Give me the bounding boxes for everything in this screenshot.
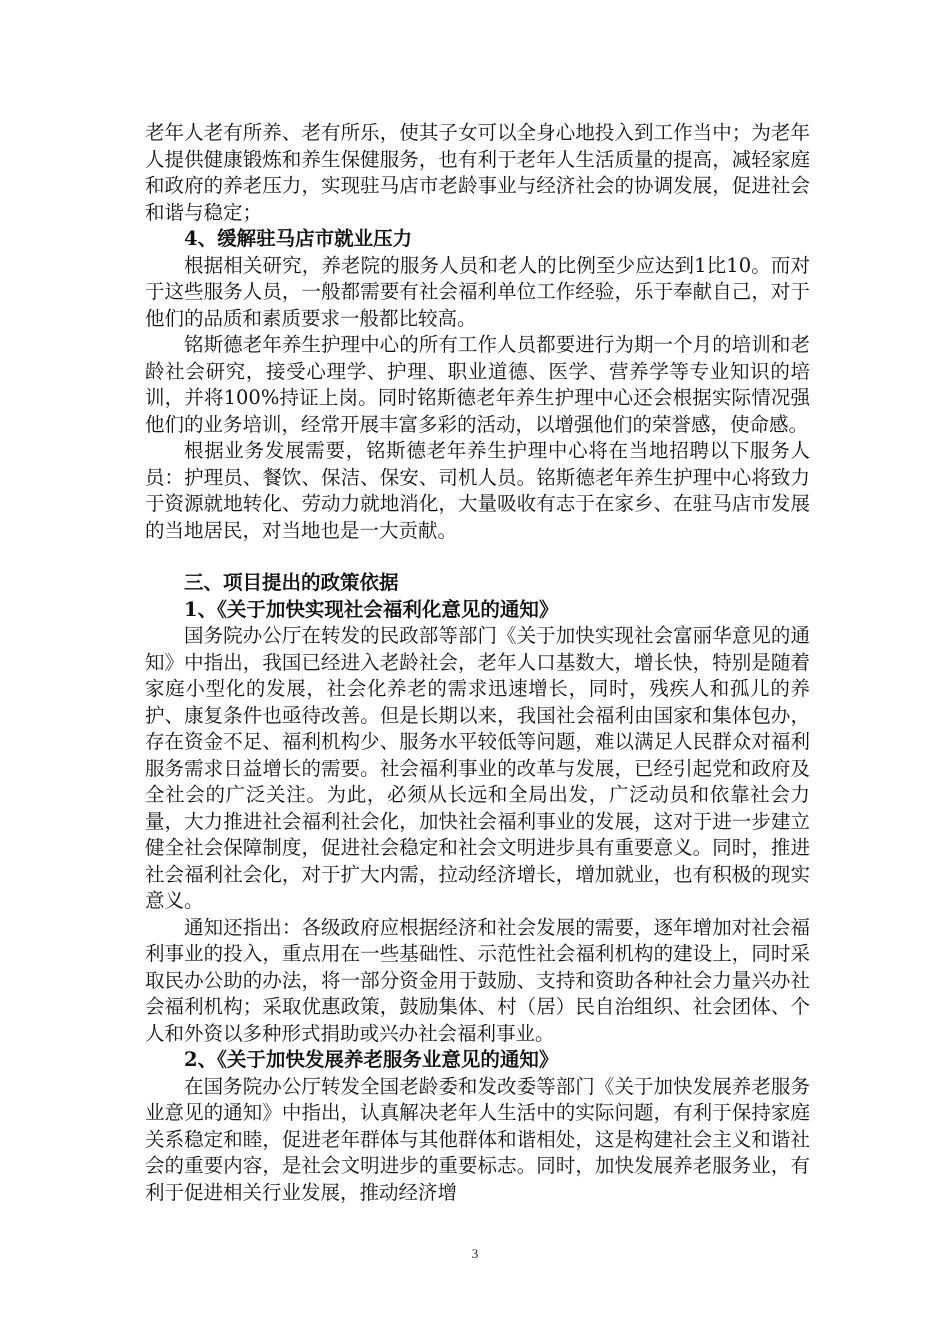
body-paragraph: 根据业务发展需要，铭斯德老年养生护理中心将在当地招聘以下服务人员：护理员、餐饮、保洁、保安、司机人员。铭斯德老年养生护理中心将致力于资源就地转化、劳动力就地消化，大量吸收有志于在家乡、在驻马店市发展的当地居民，对当地也是一大贡献。 xyxy=(145,439,810,542)
section-heading: 4、缓解驻马店市就业压力 xyxy=(184,227,413,250)
section-heading: 1、《关于加快实现社会福利化意见的通知》 xyxy=(184,597,559,621)
body-paragraph: 在国务院办公厅转发全国老龄委和发改委等部门《关于加快发展养老服务业意见的通知》中指出，认真解决老年人生活中的实际问题，有利于保持家庭关系稳定和睦，促进老年群体与其他群体和谐相处，这是构建社会主义和谐社会的重要内容，是社会文明进步的重要标志。同时，加快发展养老服务业，有利于促进相关行业发展，推动经济增 xyxy=(145,1074,810,1204)
body-paragraph: 根据相关研究，养老院的服务人员和老人的比例至少应达到1比10。而对于这些服务人员，一般都需要有社会福利单位工作经验，乐于奉献自己，对于他们的品质和素质要求一般都比较高。 xyxy=(145,253,810,330)
section-heading: 三、项目提出的政策依据 xyxy=(184,571,399,594)
body-paragraph: 铭斯德老年养生护理中心的所有工作人员都要进行为期一个月的培训和老龄社会研究，接受心理学、护理、职业道德、医学、营养学等专业知识的培训，并将100%持证上岗。同时铭斯德老年养生护理中心还会根据实际情况强他们的业务培训，经常开展丰富多彩的活动，以增强他们的荣誉感，使命感。 xyxy=(145,333,810,436)
section-spacer xyxy=(145,544,810,570)
section-heading: 2、《关于加快发展养老服务业意见的通知》 xyxy=(184,1048,559,1071)
body-paragraph: 老年人老有所养、老有所乐，使其子女可以全身心地投入到工作当中；为老年人提供健康锻炼和养生保健服务，也有利于老年人生活质量的提高，减轻家庭和政府的养老压力，实现驻马店市老龄事业与经济社会的协调发展，促进社会和谐与稳定； xyxy=(145,121,810,224)
document-body xyxy=(145,120,810,1206)
page-number: 3 xyxy=(471,1246,479,1261)
body-paragraph: 通知还指出：各级政府应根据经济和社会发展的需要，逐年增加对社会福利事业的投入，重点用在一些基础性、示范性社会福利机构的建设上，同时采取民办公助的办法，将一部分资金用于鼓励、支持和资助各种社会力量兴办社会福利机构；采取优惠政策，鼓励集体、村（居）民自治组织、社会团体、个人和外资以多种形式捐助或兴办社会福利事业。 xyxy=(145,915,810,1045)
body-paragraph: 国务院办公厅在转发的民政部等部门《关于加快实现社会富丽华意见的通知》中指出，我国已经进入老龄社会，老年人口基数大，增长快，特别是随着家庭小型化的发展，社会化养老的需求迅速增长，同时，残疾人和孤儿的养护、康复条件也亟待改善。但是长期以来，我国社会福利由国家和集体包办，存在资金不足、福利机构少、服务水平较低等问题，难以满足人民群众对福利服务需求日益增长的需要。社会福利事业的改革与发展，已经引起党和政府及全社会的广泛关注。为此，必须从长远和全局出发，广泛动员和依靠社会力量，大力推进社会福利社会化，加快社会福利事业的发展，这对于进一步建立健全社会保障制度，促进社会稳定和社会文明进步具有重要意义。同时，推进社会福利社会化，对于扩大内需，拉动经济增长，增加就业，也有积极的现实意义。 xyxy=(145,624,810,912)
